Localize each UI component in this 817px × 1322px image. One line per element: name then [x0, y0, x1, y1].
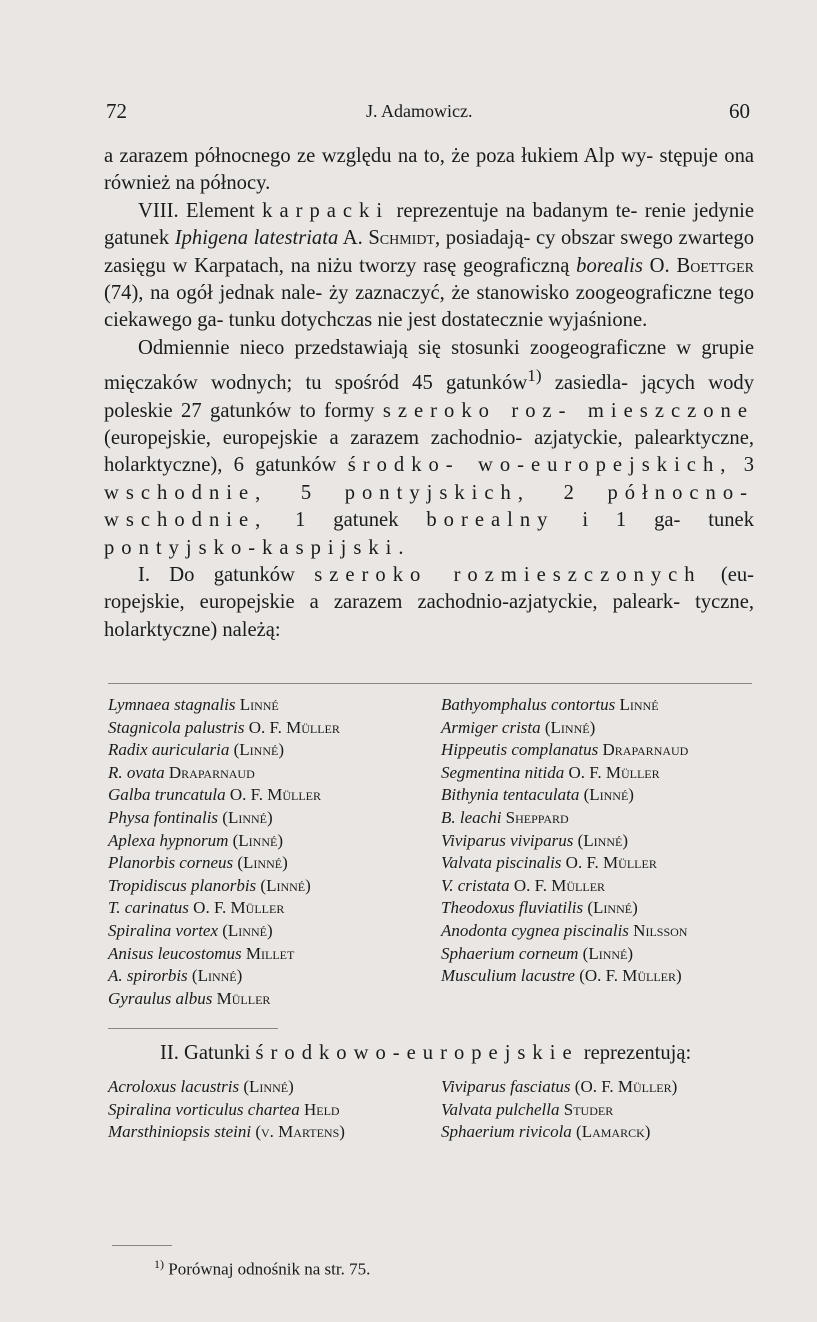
species-name: B. leachi	[441, 807, 502, 827]
text: (74), na ogół jednak nale- ży zaznaczyć, że stanowisko zoogeograficzne tego ciekawego ga- tunku dotychczas nie jest dostatecznie wyjaśnione.	[104, 282, 754, 332]
species-name: Radix auricularia	[108, 740, 230, 760]
spaced-term: środkowo-europejskie	[255, 1042, 579, 1064]
species-name: Hippeutis complanatus	[441, 740, 599, 760]
species-name: Viviparus viviparus	[441, 830, 574, 850]
paragraph-2	[104, 198, 754, 335]
species-author: (Linné)	[578, 943, 634, 963]
spaced-term: szeroko roz- mieszczone	[382, 399, 755, 422]
species-name: Bathyomphalus contortus	[441, 695, 616, 714]
species-author: Linné	[235, 695, 279, 714]
text: reprezentuje na badanym te- renie jedynie gatunek	[104, 199, 755, 250]
spaced-term: pontyjsko-kaspijski.	[104, 536, 411, 559]
species-entry	[441, 852, 688, 875]
species-name: Valvata piscinalis	[441, 853, 562, 873]
text: 3	[732, 454, 754, 477]
species-entry	[108, 717, 340, 740]
species-name: Anodonta cygnea piscinalis	[441, 920, 629, 940]
text: 1 gatunek	[267, 509, 427, 532]
text: VIII. Element	[138, 199, 263, 222]
species-author: Nilsson	[628, 920, 688, 940]
species-name: Lymnaea stagnalis	[108, 695, 236, 714]
species-name: A. spirorbis	[108, 966, 188, 986]
species-name: R. ovata	[108, 762, 165, 782]
species-name: Stagnicola palustris	[108, 717, 245, 737]
spaced-term: pontyjskich,	[344, 481, 531, 504]
running-author: J. Adamowicz.	[366, 101, 473, 121]
species-entry	[441, 875, 688, 898]
species-entry	[108, 965, 340, 988]
species-author: Sheppard	[501, 807, 569, 827]
species-entry	[441, 920, 688, 943]
species-column-left	[108, 1076, 345, 1144]
species-name: Galba truncatula	[108, 785, 226, 805]
species-column-right	[441, 694, 688, 988]
species-author: (O. F. Müller)	[570, 1077, 678, 1096]
author-name: Schmidt	[368, 227, 435, 250]
species-entry	[108, 739, 340, 762]
species-entry	[108, 830, 340, 853]
text: i 1 ga- tunek	[554, 509, 754, 532]
paragraph-3	[104, 335, 754, 562]
species-author: (Linné)	[187, 966, 243, 986]
text: 5	[267, 481, 345, 504]
divider-rule	[108, 683, 752, 684]
species-entry	[441, 762, 688, 785]
para1-line1: a zarazem północnego ze względu na to, że poza łukiem Alp wy-	[104, 145, 654, 167]
species-entry	[441, 897, 688, 920]
page-number-right: 60	[729, 99, 750, 123]
species-name: Segmentina nitida	[441, 762, 565, 782]
species-author: O. F. Müller	[509, 875, 606, 895]
divider-rule	[108, 1028, 278, 1029]
text: I. Do gatunków	[138, 563, 315, 586]
spaced-term: borealny	[426, 509, 555, 532]
spaced-term: karpacki	[262, 199, 390, 222]
spaced-term: szeroko rozmieszczonych	[314, 563, 702, 586]
species-author: (v. Martens)	[251, 1122, 345, 1142]
species-entry	[441, 784, 688, 807]
section-heading	[104, 1042, 754, 1065]
text: A.	[338, 227, 369, 250]
species-name: borealis	[576, 254, 643, 277]
footnote-text: Porównaj odnośnik na str. 75.	[164, 1259, 371, 1279]
paragraph-1	[104, 143, 754, 198]
species-entry	[108, 1099, 345, 1122]
species-name: Acroloxus lacustris	[108, 1077, 240, 1096]
species-author: Studer	[559, 1099, 614, 1119]
species-entry	[108, 762, 340, 785]
species-name: Valvata pulchella	[441, 1099, 560, 1119]
species-name: V. cristata	[441, 875, 510, 895]
para1-line2: stępuje ona również na północy.	[104, 145, 755, 195]
species-author: (Linné)	[256, 875, 311, 895]
species-column-left	[108, 694, 340, 1010]
species-entry	[441, 830, 688, 853]
text: (eu- ropejskie, europejskie a zarazem zachodnio-azjatyckie, paleark- tyczne, holarktyczne) należą:	[104, 563, 755, 641]
species-entry	[108, 875, 340, 898]
species-author: O. F. Müller	[561, 853, 657, 873]
species-author: (Lamarck)	[571, 1122, 651, 1142]
footnote	[154, 1257, 370, 1280]
species-name: Gyraulus albus	[108, 988, 213, 1008]
species-entry	[108, 988, 340, 1011]
species-entry	[108, 1076, 345, 1099]
species-author: (Linné)	[229, 740, 284, 760]
footnote-reference: 1)	[527, 366, 542, 386]
species-entry	[108, 1121, 345, 1144]
text: reprezentują:	[578, 1042, 692, 1064]
text: zasiedla- jących wody poleskie 27 gatunków to formy	[104, 372, 755, 422]
species-name: T. carinatus	[108, 898, 189, 918]
species-entry	[441, 739, 688, 762]
footnote-rule	[112, 1245, 172, 1246]
species-entry	[441, 807, 688, 830]
paragraph-4	[104, 562, 754, 644]
species-name: Viviparus fasciatus	[441, 1077, 571, 1096]
species-author: O. F. Müller	[225, 785, 321, 805]
species-author: (O. F. Müller)	[574, 966, 682, 986]
species-author: Müller	[212, 988, 271, 1008]
species-entry	[441, 694, 688, 717]
page-number-left: 72	[106, 99, 127, 123]
species-author: (Linné)	[540, 717, 596, 737]
species-author: Held	[299, 1099, 340, 1119]
spaced-term: wschodnie,	[104, 481, 268, 504]
species-author: (Linné)	[573, 830, 628, 850]
text: , posiadają- cy obszar swego zwartego zasięgu w Karpatach, na niżu tworzy rasę geograficzną	[104, 227, 754, 277]
body-text	[104, 143, 754, 644]
species-entry	[108, 943, 340, 966]
spaced-term: północno-wschodnie,	[104, 481, 754, 532]
footnote-mark: 1)	[154, 1257, 164, 1271]
species-author: Draparnaud	[598, 740, 689, 760]
text: O.	[642, 254, 677, 277]
text: Odmiennie nieco przedstawiają się stosunki zoogeograficzne w grupie mięczaków wodnych; tu spośród 45 gatunków	[104, 336, 754, 395]
species-name: Theodoxus fluviatilis	[441, 898, 584, 918]
species-entry	[108, 920, 340, 943]
species-name: Bithynia tentaculata	[441, 785, 580, 805]
species-entry	[108, 807, 340, 830]
species-list-1	[108, 694, 758, 1014]
species-column-right	[441, 1076, 677, 1144]
species-name: Planorbis corneus	[108, 853, 234, 873]
species-name: Marsthiniopsis steini	[108, 1122, 252, 1142]
species-name: Spiralina vorticulus chartea	[108, 1099, 300, 1119]
species-entry	[108, 852, 340, 875]
species-entry	[441, 1121, 677, 1144]
species-author: Draparnaud	[164, 762, 255, 782]
species-name: Iphigena latestriata	[174, 227, 339, 250]
species-author: (Linné)	[239, 1077, 294, 1096]
species-author: Linné	[615, 695, 659, 714]
species-name: Physa fontinalis	[108, 807, 219, 827]
species-entry	[441, 965, 688, 988]
species-author: (Linné)	[579, 785, 634, 805]
spaced-term: środko- wo-europejskich,	[347, 454, 733, 477]
text: II. Gatunki	[160, 1042, 256, 1064]
species-author: (Linné)	[218, 920, 273, 940]
species-name: Musculium lacustre	[441, 966, 575, 986]
species-author: (Linné)	[218, 807, 273, 827]
species-name: Anisus leucostomus	[108, 943, 242, 963]
species-author: Millet	[241, 943, 295, 963]
species-name: Tropidiscus planorbis	[108, 875, 257, 895]
species-name: Spiralina vortex	[108, 920, 219, 940]
species-author: O. F. Müller	[564, 762, 660, 782]
species-name: Sphaerium rivicola	[441, 1122, 572, 1142]
text: (europejskie, europejskie a zarazem zachodnio- azjatyckie, palearktyczne, holarktyczne), 6 gatunków	[104, 426, 754, 477]
species-author: O. F. Müller	[188, 898, 285, 918]
text: 2	[530, 481, 608, 504]
species-author: O. F. Müller	[244, 717, 340, 737]
species-list-2	[108, 1076, 758, 1148]
species-name: Armiger crista	[441, 717, 541, 737]
running-header	[104, 99, 754, 129]
species-name: Sphaerium corneum	[441, 943, 579, 963]
species-entry	[441, 717, 688, 740]
species-entry	[441, 1099, 677, 1122]
species-author: (Linné)	[228, 830, 284, 850]
species-author: (Linné)	[233, 853, 288, 873]
species-name: Aplexa hypnorum	[108, 830, 229, 850]
species-entry	[108, 897, 340, 920]
species-entry	[441, 943, 688, 966]
author-name: Boettger	[676, 254, 754, 277]
species-entry	[108, 784, 340, 807]
species-entry	[108, 694, 340, 717]
species-author: (Linné)	[583, 898, 638, 918]
species-entry	[441, 1076, 677, 1099]
